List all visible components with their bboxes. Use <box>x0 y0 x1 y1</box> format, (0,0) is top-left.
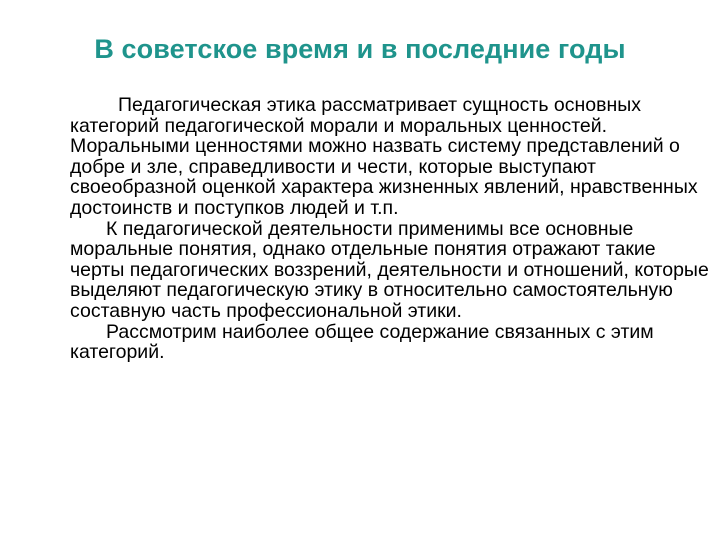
paragraph-2: К педагогической деятельности применимы все основные моральные понятия, однако отдельные понятия отражают такие черты педагогических воззрений, деятельности и отношений, которые выделяют педагогическую этику в относительно самостоятельную составную часть профессиональной этики. <box>70 217 709 322</box>
paragraph-1: Педагогическая этика рассматривает сущность основных категорий педагогической морали и моральных ценностей. Моральными ценностями можно назвать систему представлений о добре и зле, справедливости и чести, которые выступают своеобразной оценкой характера жизненных явлений, нравственных достоинств и поступков людей и т.п. <box>70 94 698 219</box>
slide-body <box>70 95 710 363</box>
paragraph-3: Рассмотрим наиболее общее содержание связанных с этим категорий. <box>70 320 654 364</box>
slide-title: В советское время и в последние годы <box>94 34 626 64</box>
